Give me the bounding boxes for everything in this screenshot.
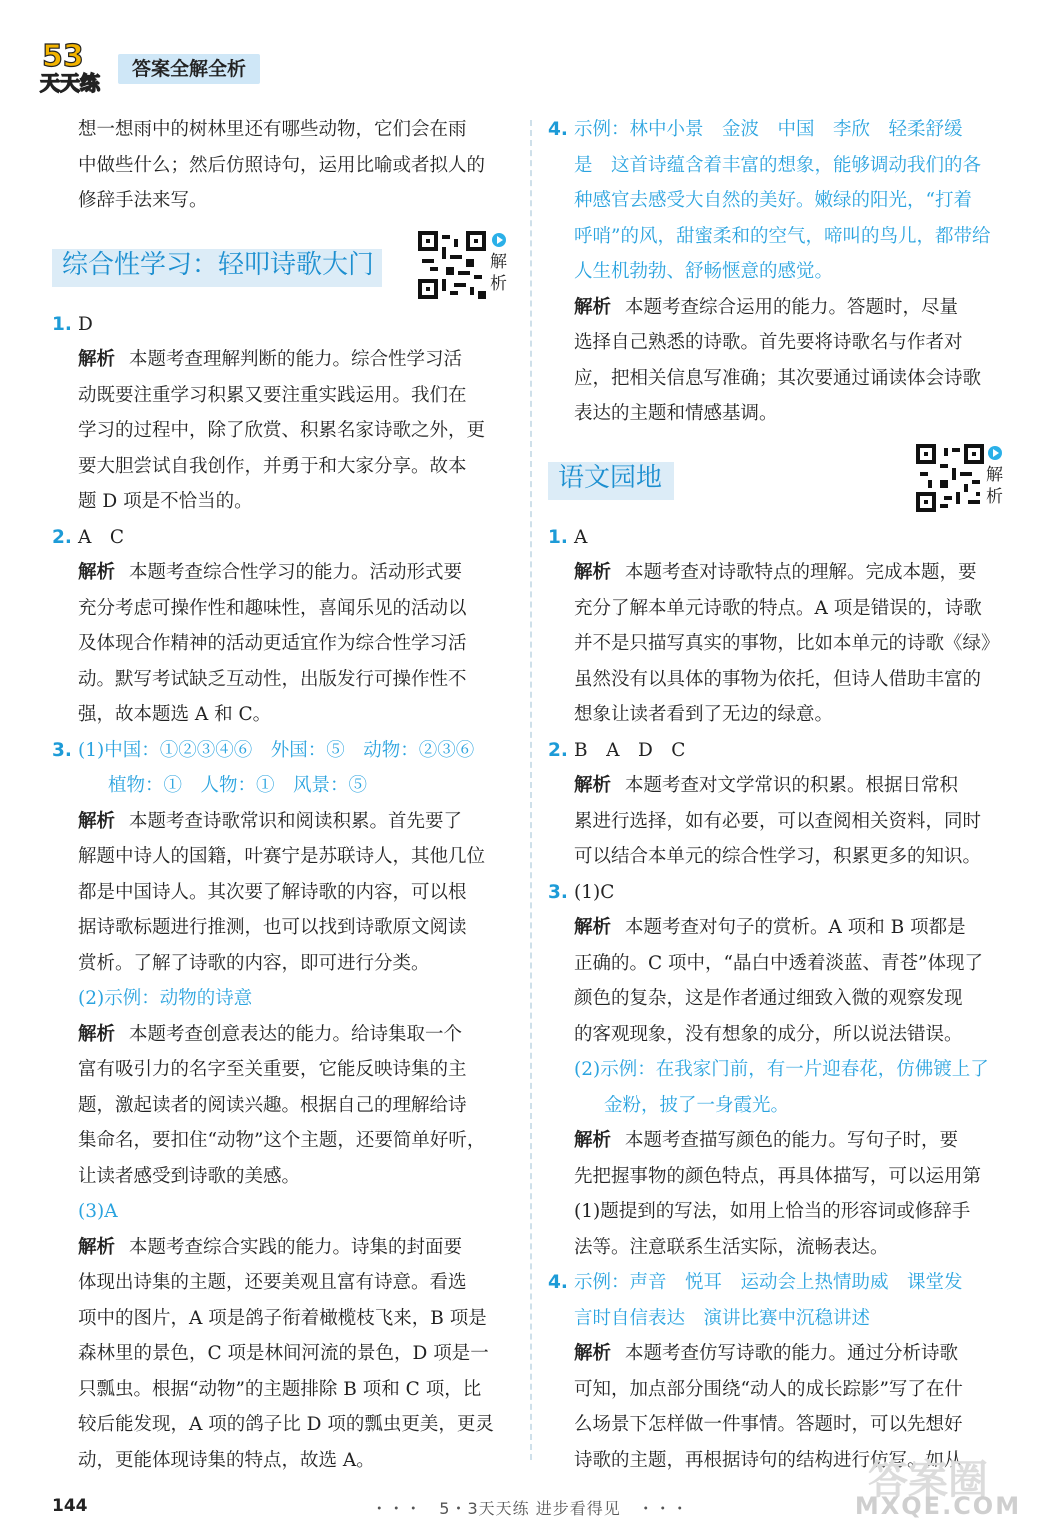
analysis-line: 都是中国诗人。其次要了解诗歌的内容，可以根 [78,881,467,903]
svg-text:53: 53 [42,39,84,74]
analysis-line: 先把握事物的颜色特点，再具体描写，可以运用第 [574,1165,982,1187]
analysis-line: 虽然没有以具体的事物为依托，但诗人借助丰富的 [574,668,982,690]
question-number: 1. [52,313,72,335]
analysis-line: 赏析。了解了诗歌的内容，即可进行分类。 [78,952,430,974]
analysis-line: 的客观现象，没有想象的成分，所以说法错误。 [574,1023,963,1045]
qr-analysis-label: 解析 [490,251,507,294]
logo-53-icon [38,36,108,96]
analysis-line: 解析 本题考查对文学常识的积累。根据日常积 [574,775,959,796]
play-icon[interactable] [492,233,506,247]
analysis-label: 解析 [78,810,116,832]
section-title: 综合性学习：轻叩诗歌大门 [62,249,375,280]
analysis-line: (1)题提到的写法，如用上恰当的形容词或修辞手 [574,1201,971,1222]
analysis-line: 题 D 项是不恰当的。 [78,491,253,512]
analysis-line: 颜色的复杂，这是作者通过细致入微的观察发现 [574,988,963,1009]
analysis-line: 解析 本题考查描写颜色的能力。写句子时，要 [574,1130,959,1151]
analysis-line: 及体现合作精神的活动更适宜作为综合性学习活 [78,633,467,654]
analysis-line: 动。默写考试缺乏互动性，出版发行可操作性不 [78,668,467,690]
analysis-line: 强，故本题选 A 和 C。 [78,704,272,725]
question-number: 2. [52,526,72,548]
column-divider [530,120,532,1460]
analysis-line: 诗歌的主题，再根据诗句的结构进行仿写。如从 [574,1449,963,1471]
answer-line [548,520,1008,556]
play-icon[interactable] [988,446,1002,460]
answer-text: A [574,526,588,548]
analysis-line: 解析 本题考查对诗歌特点的理解。完成本题，要 [574,562,977,583]
analysis-line: 充分考虑可操作性和趣味性，喜闻乐见的活动以 [78,597,467,619]
analysis-line: 充分了解本单元诗歌的特点。A 项是错误的，诗歌 [574,597,982,619]
analysis-line: 动既要注重学习积累又要注重实践运用。我们在 [78,384,467,406]
answer-text: (2)示例：在我家门前，有一片迎春花，仿佛镀上了 [574,1059,989,1080]
left-column [52,112,510,1478]
answer-text: 言时自信表达 演讲比赛中沉稳讲述 [574,1307,871,1329]
analysis-line: 解析 本题考查对句子的赏析。A 项和 B 项都是 [574,917,966,938]
analysis-line: 解析 本题考查理解判断的能力。综合性学习活 [78,349,463,370]
qr-code-icon[interactable] [418,231,486,299]
analysis-label: 解析 [78,349,116,370]
page-number: 144 [52,1496,88,1516]
qr-analysis-label: 解析 [986,464,1003,507]
answer-text: 是 这首诗蕴含着丰富的想象，能够调动我们的各 [574,154,982,176]
answer-text: (1)中国：①②③④⑥ 外国：⑤ 动物：②③⑥ [78,739,475,761]
answer-line [548,733,1008,769]
analysis-line: 学习的过程中，除了欣赏、积累名家诗歌之外，更 [78,420,486,441]
analysis-line: 只瓢虫。根据“动物”的主题排除 B 项和 C 项，比 [78,1378,482,1400]
intro-line: 修辞手法来写。 [78,190,208,211]
section-heading-yuwenyuandi [548,438,1008,518]
analysis-line: 让读者感受到诗歌的美感。 [78,1165,301,1187]
answer-line [548,1265,1008,1301]
answer-line [52,307,510,343]
analysis-line: 项中的图片，A 项是鸽子衔着橄榄枝飞来，B 项是 [78,1307,487,1329]
analysis-label: 解析 [574,296,612,318]
answer-line [52,733,510,769]
page-header [38,36,538,96]
analysis-line: 富有吸引力的名字至关重要，它能反映诗集的主 [78,1059,467,1080]
analysis-label: 解析 [574,1130,612,1151]
answer-text: B A D C [574,739,686,761]
analysis-line: 选择自己熟悉的诗歌。首先要将诗歌名与作者对 [574,332,963,353]
footer-slogan: ・・・ 5・3天天练 进步看得见 ・・・ [371,1499,689,1518]
analysis-label: 解析 [78,1023,116,1045]
section-heading-comprehensive [52,225,510,305]
right-column [548,112,1008,1478]
answer-text: D [78,313,93,335]
analysis-line: 要大胆尝试自我创作，并勇于和大家分享。故本 [78,455,467,477]
analysis-label: 解析 [574,562,612,583]
analysis-line: 应，把相关信息写准确；其次要通过诵读体会诗歌 [574,367,982,389]
header-title: 答案全解全析 [118,54,260,84]
analysis-line: 表达的主题和情感基调。 [574,403,778,424]
qr-code-icon[interactable] [916,444,984,512]
answer-text: 示例：声音 悦耳 运动会上热情助威 课堂发 [574,1272,963,1293]
analysis-line: 动，更能体现诗集的特点，故选 A。 [78,1449,375,1471]
analysis-line: 并不是只描写真实的事物，比如本单元的诗歌《绿》 [574,633,1000,654]
question-number: 3. [52,739,72,761]
analysis-line: 解析 本题考查综合性学习的能力。活动形式要 [78,562,463,583]
answer-line [52,520,510,556]
section-title: 语文园地 [558,462,663,493]
analysis-line: 累进行选择，如有必要，可以查阅相关资料，同时 [574,810,982,832]
answer-text: 呼哨”的风，甜蜜柔和的空气，啼叫的鸟儿，都带给 [574,225,991,247]
analysis-line: 可以结合本单元的综合性学习，积累更多的知识。 [574,846,982,867]
analysis-line: 体现出诗集的主题，还要美观且富有诗意。看选 [78,1272,467,1293]
analysis-line: 可知，加点部分围绕“动人的成长踪影”写了在什 [574,1378,963,1400]
analysis-line: 解析 本题考查综合实践的能力。诗集的封面要 [78,1236,463,1258]
answer-text: 植物：① 人物：① 风景：⑤ [108,775,368,796]
answer-text: 金粉，披了一身霞光。 [604,1094,790,1116]
answer-line [548,875,1008,911]
intro-line: 中做些什么；然后仿照诗句，运用比喻或者拟人的 [78,154,486,176]
question-number: 4. [548,1272,568,1293]
answer-text: 人生机勃勃、舒畅惬意的感觉。 [574,261,834,282]
analysis-line: 解析 本题考查仿写诗歌的能力。通过分析诗歌 [574,1343,959,1364]
analysis-label: 解析 [78,1236,116,1258]
svg-text:天天练: 天天练 [40,71,100,95]
question-number: 3. [548,881,568,903]
answer-text: (2)示例：动物的诗意 [78,988,253,1009]
analysis-line: 解析 本题考查综合运用的能力。答题时，尽量 [574,296,959,318]
question-number: 2. [548,739,568,761]
analysis-line: 解题中诗人的国籍，叶赛宁是苏联诗人，其他几位 [78,846,486,867]
analysis-label: 解析 [574,775,612,796]
analysis-line: 法等。注意联系生活实际，流畅表达。 [574,1236,889,1258]
intro-line: 想一想雨中的树林里还有哪些动物，它们会在雨 [78,119,467,140]
answer-text: 示例：林中小景 金波 中国 李欣 轻柔舒缓 [574,119,963,140]
analysis-line: 正确的。C 项中，“晶白中透着淡蓝、青苍”体现了 [574,952,983,974]
analysis-line: 题，激起读者的阅读兴趣。根据自己的理解给诗 [78,1094,467,1116]
analysis-line: 解析 本题考查创意表达的能力。给诗集取一个 [78,1023,463,1045]
analysis-label: 解析 [574,917,612,938]
analysis-line: 么场景下怎样做一件事情。答题时，可以先想好 [574,1414,963,1435]
analysis-line: 想象让读者看到了无边的绿意。 [574,704,834,725]
analysis-line: 解析 本题考查诗歌常识和阅读积累。首先要了 [78,810,463,832]
brand-logo [38,36,108,96]
analysis-line: 集命名，要扣住“动物”这个主题，还要简单好听， [78,1130,486,1151]
answer-text: (3)A [78,1201,118,1222]
analysis-line: 森林里的景色，C 项是林间河流的景色，D 项是一 [78,1343,489,1364]
watermark-text: MXQE.COM [854,1492,1022,1520]
answer-text: A C [78,526,125,548]
question-number: 1. [548,526,568,548]
analysis-line: 据诗歌标题进行推测，也可以找到诗歌原文阅读 [78,917,467,938]
analysis-label: 解析 [78,562,116,583]
analysis-line: 较后能发现，A 项的鸽子比 D 项的瓢虫更美，更灵 [78,1414,494,1435]
answer-line [548,112,1008,148]
answer-text: 种感官去感受大自然的美好。嫩绿的阳光，“打着 [574,190,972,211]
question-number: 4. [548,119,568,140]
answer-text: (1)C [574,881,615,903]
watermark [848,1448,1028,1528]
analysis-label: 解析 [574,1343,612,1364]
watermark-glyphs: 答案圈 [868,1457,988,1503]
